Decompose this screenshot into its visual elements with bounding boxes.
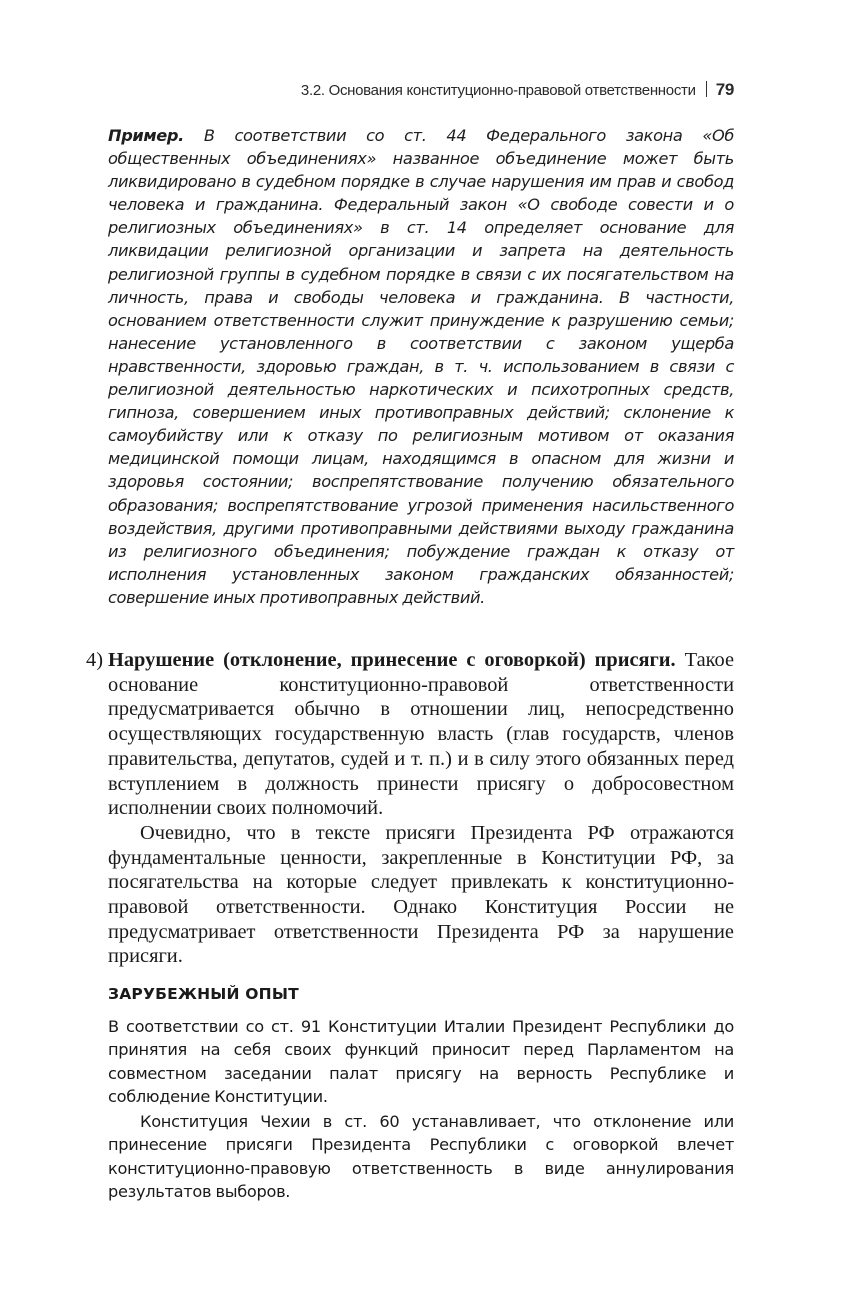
list-item-paragraph (108, 648, 734, 821)
list-item-4 (86, 648, 734, 969)
example-lead: Пример. (108, 126, 184, 145)
running-title: 3.2. Основания конституционно-правовой ответственности (300, 82, 696, 99)
foreign-paragraph-1: В соответствии со ст. 91 Конституции Италии Президент Республики до принятия на себя своих функций приносит перед Парламентом на совместном заседании палат присягу на верность Республике и соблюдение Конституции. (108, 1017, 734, 1106)
page-number: 79 (715, 80, 734, 99)
list-item-body (108, 648, 734, 969)
foreign-experience-block (108, 1015, 734, 1203)
example-text: В соответствии со ст. 44 Федерального закона «Об общественных объединениях» названное объединение может быть ликвидировано в судебном порядке в случае нарушения им прав и свобод человека и гражданина. Федеральный закон «О свободе совести и о религиозных объединениях» в ст. 14 определяет основание для ликвидации религиозной организации и запрета на деятельность религиозной группы в судебном порядке в связи с их посягательством на личность, права и свободы человека и гражданина. В частности, основанием ответственности служит принуждение к разрушению семьи; нанесение установленного в соответствии с законом ущерба нравственности, здоровью граждан, в т. ч. использованием в связи с религиозной деятельностью наркотических и психотропных средств, гипноза, совершением иных противоправных действий; склонение к самоубийству или к отказу по религиозным мотивом от оказания медицинской помощи лицам, находящимся в опасном для жизни и здоровья состоянии; воспрепятствование получению обязательного образования; воспрепятствование угрозой применения насильственного воздействия, другими противоправными действиями выходу гражданина из религиозного объединения; побуждение граждан к отказу от исполнения установленных законом гражданских обязанностей; совершение иных противоправных действий. (108, 126, 734, 607)
list-item-paragraph-2: Очевидно, что в тексте присяги Президента РФ отражаются фундаментальные ценности, закрепленные в Конституции РФ, за посягательства на которые следует привлекать к конституционно-правовой ответственности. Однако Конституция России не предусматривает ответственности Президента РФ за нарушение присяги. (108, 821, 734, 968)
example-block (108, 124, 734, 609)
foreign-experience-heading: ЗАРУБЕЖНЫЙ ОПЫТ (108, 985, 299, 1003)
list-item-lead: Нарушение (отклонение, принесение с оговоркой) присяги. (108, 649, 676, 671)
list-marker: 4) (86, 649, 103, 671)
running-header (108, 80, 734, 100)
header-separator (706, 81, 707, 97)
list-item-text: Такое основание конституционно-правовой ответственности предусматривается обычно в отношении лиц, непосредственно осуществляющих государственную власть (глав государств, членов правительства, депутатов, судей и т. п.) и в силу этого обязанных перед вступлением в должность принести присягу о добросовестном исполнении своих полномочий. (108, 649, 734, 820)
foreign-paragraph-2: Конституция Чехии в ст. 60 устанавливает, что отклонение или принесение присяги Президента Республики с оговоркой влечет конституционно-правовую ответственность в виде аннулирования результатов выборов. (108, 1112, 734, 1202)
